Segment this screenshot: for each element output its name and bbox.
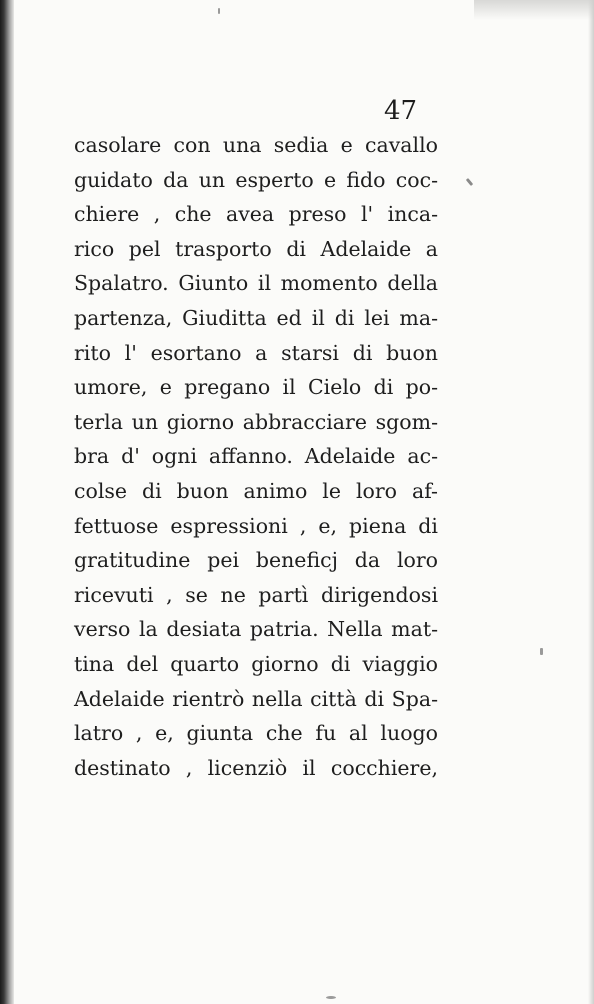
text-line: gratitudine pei beneficj da loro <box>74 548 438 573</box>
text-line: bra d' ogni affanno. Adelaide ac- <box>74 444 438 469</box>
text-line: destinato , licenziò il cocchiere, <box>74 755 438 780</box>
page-shadow <box>474 0 594 20</box>
text-line: colse di buon animo le loro af- <box>74 478 438 503</box>
paper-speck <box>540 648 543 655</box>
text-line: terla un giorno abbracciare sgom- <box>74 409 438 434</box>
text-line: chiere , che avea preso l' inca- <box>74 202 438 227</box>
text-line: verso la desiata patria. Nella mat- <box>74 617 438 642</box>
text-line: Adelaide rientrò nella città di Spa- <box>74 686 438 711</box>
body-text <box>74 128 438 785</box>
text-line: Spalatro. Giunto il momento della <box>74 271 438 296</box>
paper-speck <box>466 178 473 186</box>
text-line: casolare con una sedia e cavallo <box>74 133 438 157</box>
text-line: fettuose espressioni , e, piena di <box>74 513 438 538</box>
text-line: partenza, Giuditta ed il di lei ma- <box>74 305 438 330</box>
text-line: umore, e pregano il Cielo di po- <box>74 375 438 400</box>
page-edge <box>588 0 594 1004</box>
text-line: rico pel trasporto di Adelaide a <box>74 236 438 261</box>
text-line: latro , e, giunta che fu al luogo <box>74 721 438 746</box>
paper-speck <box>326 996 336 999</box>
paper-speck <box>218 8 220 14</box>
text-line: guidato da un esperto e fido coc- <box>74 167 438 192</box>
binding-edge <box>0 0 14 1004</box>
text-line: tina del quarto giorno di viaggio <box>74 651 438 676</box>
text-line: rito l' esortano a starsi di buon <box>74 340 438 365</box>
page-number: 47 <box>384 96 418 126</box>
text-line: ricevuti , se ne partì dirigendosi <box>74 582 438 607</box>
